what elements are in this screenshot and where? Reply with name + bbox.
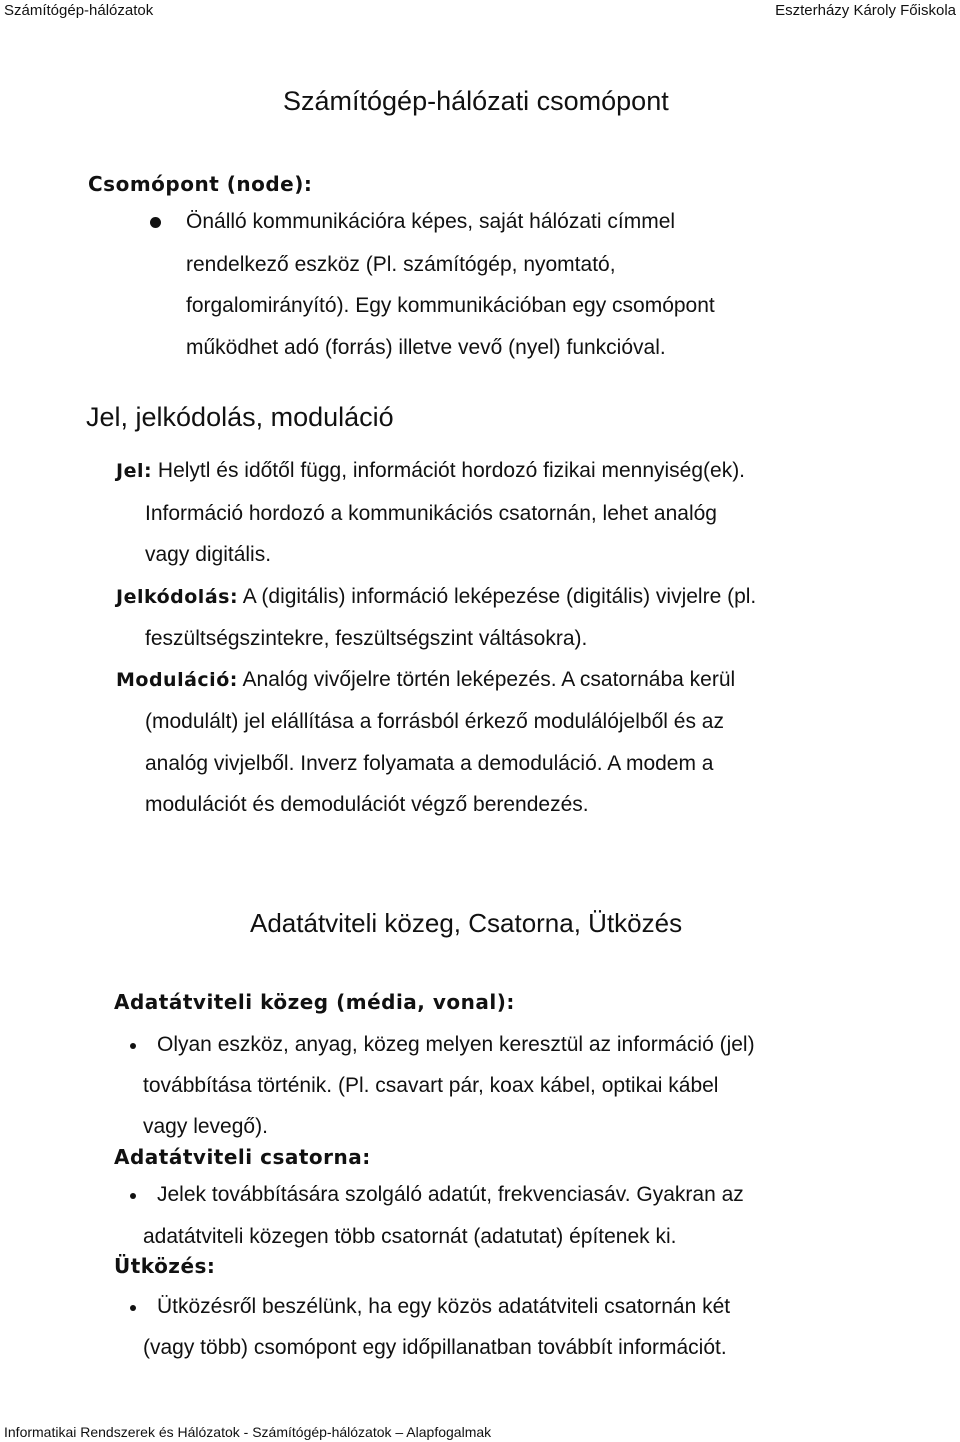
utkozes-line-1: Ütközésről beszélünk, ha egy közös adatátviteli csatornán két <box>157 1295 731 1318</box>
kozeg-line-1: Olyan eszköz, anyag, közeg melyen keresztül az információ (jel) <box>157 1033 755 1056</box>
modulacio-line-3: analóg vivjelből. Inverz folyamata a demoduláció. A modem a <box>145 752 714 775</box>
modulacio-paragraph <box>116 668 735 692</box>
modulacio-line-1: Analóg vivőjelre történ leképezés. A csatornába kerül <box>242 668 736 691</box>
jelkodolas-paragraph <box>116 585 756 609</box>
label-kozeg: Adatátviteli közeg (média, vonal): <box>114 990 515 1014</box>
bullet-icon <box>130 1305 136 1311</box>
header-right: Eszterházy Károly Főiskola <box>775 2 956 19</box>
jelkodolas-line-2: feszültségszintekre, feszültségszint váltásokra). <box>145 627 588 650</box>
label-csomopont: Csomópont (node): <box>88 172 313 196</box>
section-title-kozeg: Adatátviteli közeg, Csatorna, Ütközés <box>250 908 683 938</box>
csomopont-line-4: működhet adó (forrás) illetve vevő (nyel) funkcióval. <box>186 336 666 359</box>
jel-line-1: Helytl és időtől függ, információt hordozó fizikai mennyiség(ek). <box>157 459 746 482</box>
jel-paragraph <box>116 459 745 483</box>
csatorna-line-2: adatátviteli közegen több csatornát (adatutat) építenek ki. <box>143 1225 677 1248</box>
label-modulacio: Moduláció: <box>116 669 238 691</box>
section-title-jel: Jel, jelkódolás, moduláció <box>86 402 394 432</box>
kozeg-line-3: vagy levegő). <box>143 1115 268 1138</box>
label-utkozes: Ütközés: <box>114 1254 216 1278</box>
label-csatorna: Adatátviteli csatorna: <box>114 1145 371 1169</box>
csatorna-line-1: Jelek továbbítására szolgáló adatút, frekvenciasáv. Gyakran az <box>157 1183 744 1206</box>
modulacio-line-2: (modulált) jel elállítása a forrásból érkező modulálójelből és az <box>145 710 724 733</box>
header-left: Számítógép-hálózatok <box>4 2 154 19</box>
utkozes-line-2: (vagy több) csomópont egy időpillanatban továbbít információt. <box>143 1336 727 1359</box>
kozeg-line-2: továbbítása történik. (Pl. csavart pár, koax kábel, optikai kábel <box>143 1074 719 1097</box>
jel-line-3: vagy digitális. <box>145 543 272 566</box>
csomopont-line-1: Önálló kommunikációra képes, saját hálózati címmel <box>186 210 676 233</box>
jelkodolas-line-1: A (digitális) információ leképezése (digitális) vivjelre (pl. <box>242 585 757 608</box>
bullet-icon <box>130 1193 136 1199</box>
section-title-csomopont: Számítógép-hálózati csomópont <box>283 86 669 116</box>
csomopont-line-2: rendelkező eszköz (Pl. számítógép, nyomtató, <box>186 253 616 276</box>
jel-line-2: Információ hordozó a kommunikációs csatornán, lehet analóg <box>145 502 717 525</box>
label-jelkodolas: Jelkódolás: <box>116 586 239 608</box>
bullet-icon <box>150 217 161 228</box>
bullet-icon <box>130 1043 136 1049</box>
csomopont-line-3: forgalomirányító). Egy kommunikációban egy csomópont <box>186 294 715 317</box>
footer-text: Informatikai Rendszerek és Hálózatok - Számítógép-hálózatok – Alapfogalmak <box>4 1424 492 1440</box>
label-jel: Jel: <box>116 460 153 482</box>
modulacio-line-4: modulációt és demodulációt végző berendezés. <box>145 793 589 816</box>
